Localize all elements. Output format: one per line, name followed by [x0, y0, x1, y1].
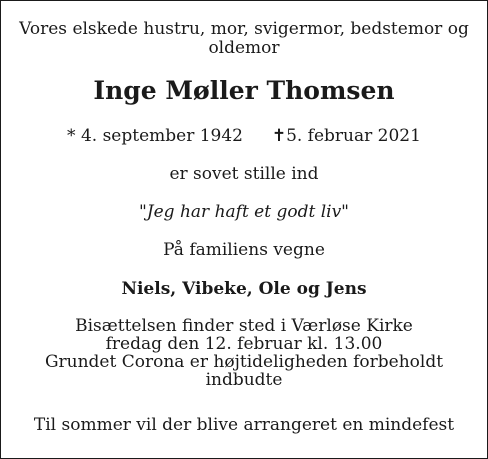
died-date: 5. februar 2021	[286, 126, 421, 146]
on-behalf-text: På familiens vegne	[163, 240, 325, 260]
born-date: 4. september 1942	[80, 126, 243, 146]
intro-text	[0, 20, 488, 58]
born-star-icon: *	[67, 126, 76, 146]
funeral-info	[0, 317, 488, 389]
intro-line-1: Vores elskede hustru, mor, svigermor, bedstemor og	[19, 19, 469, 39]
quote-text: "Jeg har haft et godt liv"	[138, 202, 350, 222]
funeral-line-3: Grundet Corona er højtideligheden forbeholdt	[44, 352, 444, 372]
family-names: Niels, Vibeke, Ole og Jens	[121, 279, 367, 299]
deceased-name: Inge Møller Thomsen	[93, 76, 395, 105]
life-dates	[0, 126, 488, 146]
memorial-note: Til sommer vil der blive arrangeret en mindefest	[33, 415, 455, 435]
cross-icon: ✝	[271, 126, 287, 146]
funeral-line-1: Bisættelsen finder sted i Værløse Kirke	[75, 316, 413, 336]
funeral-line-4: indbudte	[205, 370, 283, 390]
funeral-line-2: fredag den 12. februar kl. 13.00	[105, 334, 383, 354]
intro-line-2: oldemor	[208, 38, 280, 58]
asleep-text: er sovet stille ind	[169, 164, 319, 184]
